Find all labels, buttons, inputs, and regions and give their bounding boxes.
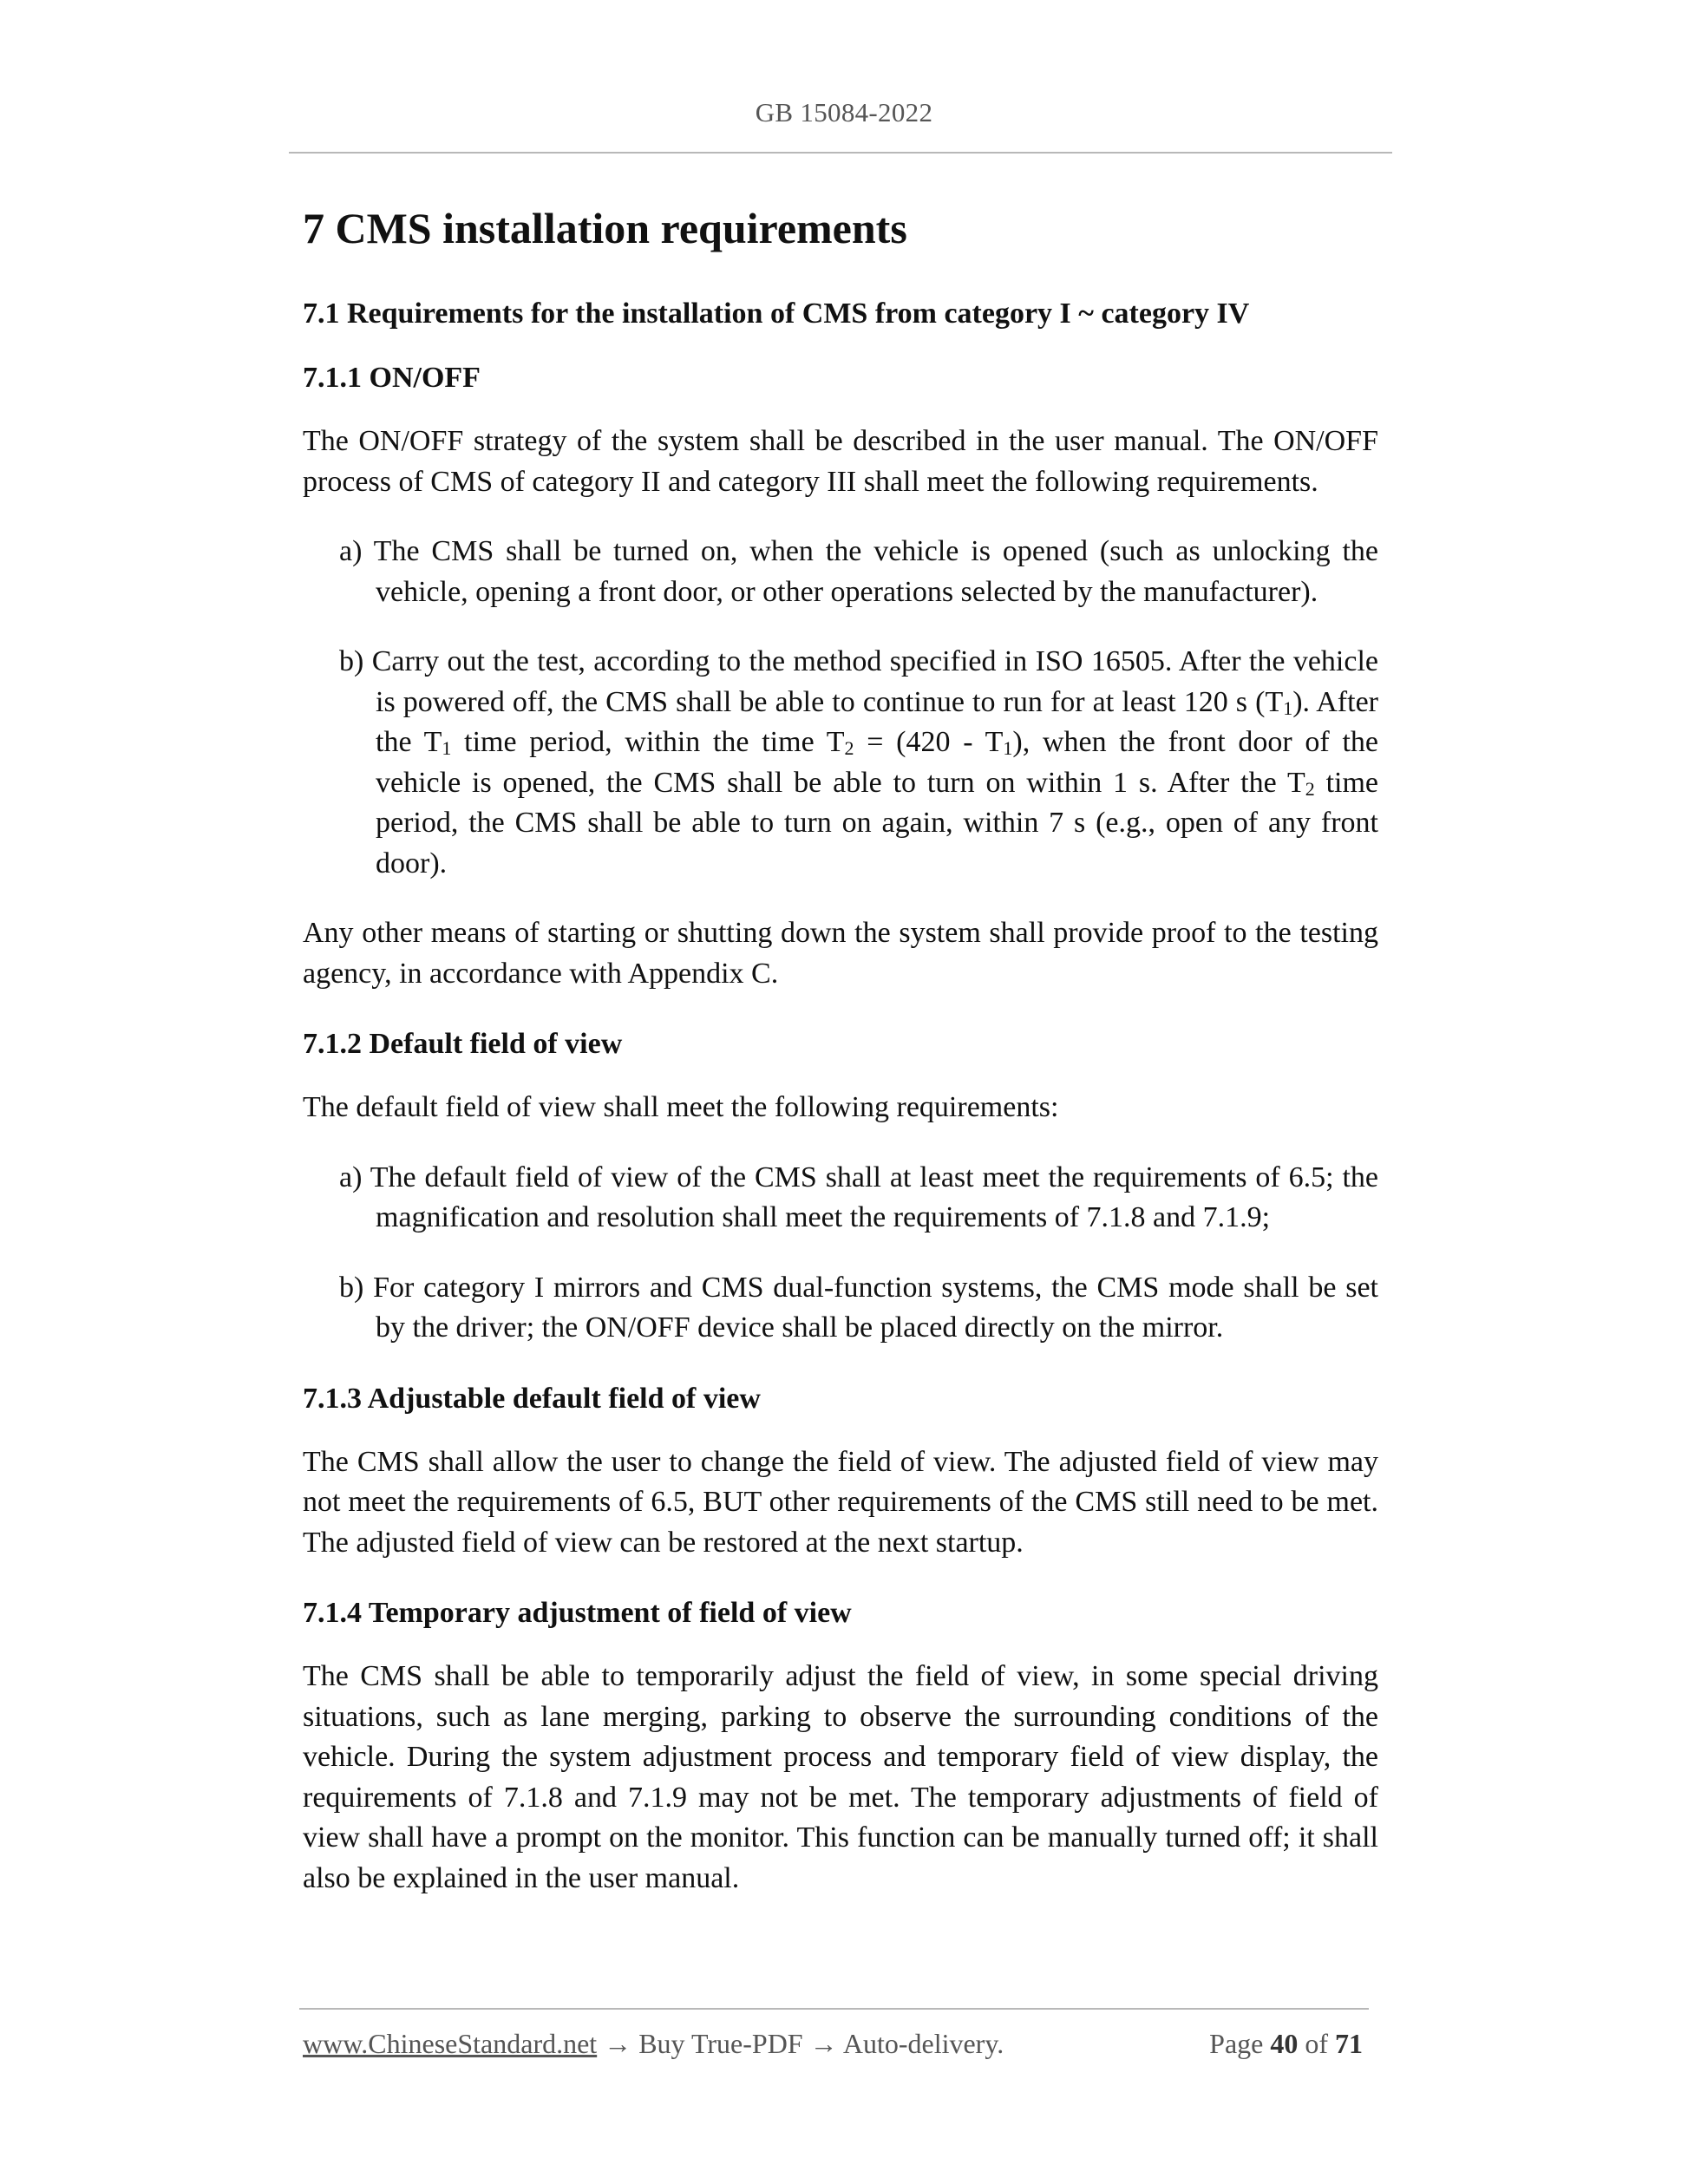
- item-b-text: b) Carry out the test, according to the method specified in ISO 16505. After the vehicle is powered off, the CMS shall be able to continue to run for at least 120 s (T: [339, 645, 1378, 718]
- clause-7-1-2-title: 7.1.2 Default field of view: [303, 1028, 623, 1060]
- page-label: Page: [1209, 2028, 1264, 2059]
- item-b-text: ). After the T: [376, 685, 1378, 758]
- arrow-icon: →: [809, 2028, 838, 2059]
- clause-7-1-2-item-b: b) For category I mirrors and CMS dual-function systems, the CMS mode shall be set by the driver; the ON/OFF device shall be placed directly on the mirror.: [339, 1271, 1378, 1344]
- clause-7-1-3-body: The CMS shall allow the user to change the field of view. The adjusted field of view may not meet the requirements of 6.5, BUT other requirements of the CMS still need to be met. The adjusted field of view can be restored at the next startup.: [303, 1445, 1378, 1559]
- item-b-text: ), when the front door of the vehicle is opened, the CMS shall be able to turn on within 1 s. After the T: [376, 726, 1378, 799]
- delivery-text: Auto-delivery.: [842, 2028, 1004, 2059]
- clause-7-1-2-item-a: a) The default field of view of the CMS shall at least meet the requirements of 6.5; the magnification and resolution shall meet the requirements of 7.1.8 and 7.1.9;: [339, 1161, 1378, 1233]
- page-content: [303, 198, 1378, 1928]
- footer-links: [303, 2028, 1004, 2060]
- clause-7-1-1-title: 7.1.1 ON/OFF: [303, 362, 481, 394]
- buy-text: Buy True-PDF: [638, 2028, 803, 2059]
- item-b-text: = (420 - T: [854, 726, 1004, 758]
- item-b-text: time period, within the time T: [451, 726, 845, 758]
- site-link[interactable]: www.ChineseStandard.net: [303, 2028, 598, 2059]
- clause-7-1-3-title: 7.1.3 Adjustable default field of view: [303, 1382, 761, 1415]
- clause-7-1-1-item-b: [339, 642, 1378, 884]
- clause-7-1-4-title: 7.1.4 Temporary adjustment of field of view: [303, 1597, 852, 1629]
- clause-7-1-1-intro: The ON/OFF strategy of the system shall be described in the user manual. The ON/OFF process of CMS of category II and category III shall meet the following requirements.: [303, 425, 1378, 498]
- page-number: [1209, 2028, 1363, 2060]
- subscript: 1: [442, 737, 452, 759]
- page-header: GB 15084-2022: [755, 97, 933, 128]
- clause-7-1-2-intro: The default field of view shall meet the following requirements:: [303, 1091, 1059, 1123]
- item-b-text: time period, the CMS shall be able to turn on again, within 7 s (e.g., open of any front door).: [376, 766, 1378, 879]
- of-label: of: [1305, 2028, 1328, 2059]
- clause-7-1-4-body: The CMS shall be able to temporarily adjust the field of view, in some special driving situations, such as lane merging, parking to observe the surrounding conditions of the vehicle. During the system adjustment process and temporary field of view display, the requirements of 7.1.8 and 7.1.9 may not be met. The temporary adjustments of field of view shall have a prompt on the monitor. This function can be manually turned off; it shall also be explained in the user manual.: [303, 1660, 1378, 1894]
- total-pages: 71: [1335, 2028, 1363, 2059]
- header-divider: [289, 152, 1392, 154]
- clause-7-1-1-item-a: a) The CMS shall be turned on, when the vehicle is opened (such as unlocking the vehicle, opening a front door, or other operations selected by the manufacturer).: [339, 535, 1378, 608]
- subscript: 1: [1283, 696, 1293, 719]
- clause-7-1-1-outro: Any other means of starting or shutting down the system shall provide proof to the testing agency, in accordance with Appendix C.: [303, 917, 1378, 990]
- subscript: 2: [844, 737, 854, 759]
- current-page: 40: [1270, 2028, 1299, 2059]
- section-title: 7 CMS installation requirements: [303, 204, 907, 252]
- subscript: 2: [1305, 777, 1315, 800]
- arrow-icon: →: [604, 2028, 632, 2059]
- subscript: 1: [1003, 737, 1013, 759]
- footer-divider: [299, 2008, 1369, 2010]
- subsection-title: 7.1 Requirements for the installation of CMS from category I ~ category IV: [303, 298, 1250, 330]
